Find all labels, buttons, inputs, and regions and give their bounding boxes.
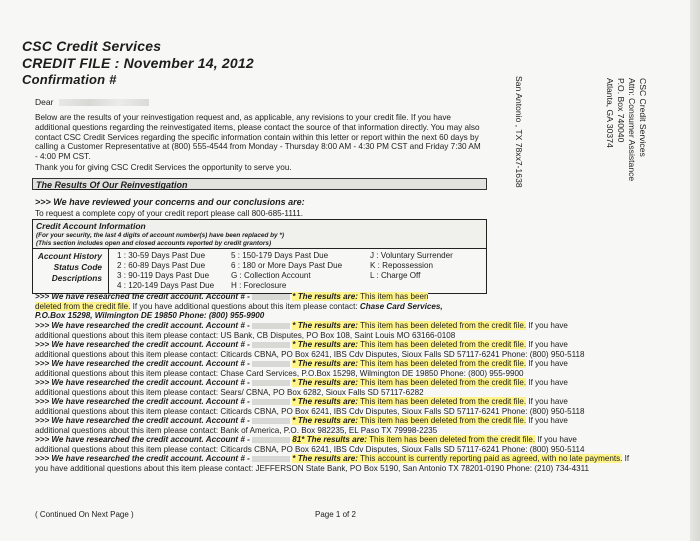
status-code-labels: Account History Status Code Descriptions [33, 249, 109, 293]
account-entry: >>> We have researched the credit account. Account # - * The results are: This account is currently reporting paid as agreed, with no late payments. If you have additional questions about this item please contact: JEFFERSON State Bank, PO Box 5190, San Antonio TX 78201-0190 Phone: (210) 734-4311 [35, 454, 630, 473]
page-number: Page 1 of 2 [315, 510, 356, 519]
redacted-account [252, 361, 290, 367]
return-address: CSC Credit Services Attn: Consumer Assistance P.O. Box 740040 Atlanta, GA 30374 [605, 78, 648, 182]
account-entry: >>> We have researched the credit account. Account # - * The results are: This item has been deleted from the credit file. If you have additional questions about this item please contact: Citicards CBNA, PO Box 6241, IBS Cdv Disputes, Sioux Falls SD 57117-6241 Phone: (800) 950-5118 [35, 397, 585, 416]
intro-paragraph: Below are the results of your reinvestigation request and, as applicable, any revisions to your credit file. If you have additional questions regarding the reinvestigated items, please contact the source of that information directly. You may also contact CSC Credit Services regarding the specific information contain within this letter or report within the next 60 days by calling a Customer Representative at (800) 555-4544 from Monday - Thursday 8:00 AM - 4:30 PM CST and Friday 7:30 AM - 4:00 PM CST. [35, 113, 481, 162]
confirmation-number: Confirmation # [22, 72, 117, 87]
cai-note: (This section includes open and closed accounts reported by credit grantors) [36, 240, 272, 247]
code-column: 5 : 150-179 Days Past Due 6 : 180 or More Days Past Due G : Collection Account H : Foreclosure [231, 251, 343, 290]
request-copy-text: To request a complete copy of your credit report please call 800-685-1111. [35, 209, 304, 218]
code-column: 1 : 30-59 Days Past Due 2 : 60-89 Days Past Due 3 : 90-119 Days Past Due 4 : 120-149 Days Past Due [117, 251, 215, 290]
redacted-account [252, 437, 290, 443]
account-entry: >>> We have researched the credit account. Account # - 81* The results are: This item has been deleted from the credit file. If you have additional questions about this item please contact: Citicards CBNA, PO Box 6241, IBS Cdv Disputes, Sioux Falls SD 57117-6241 Phone: (800) 950-5114 [35, 435, 585, 454]
account-entry: >>> We have researched the credit account. Account # - * The results are: This item has been deleted from the credit file. If you have additional questions about this item please contact: Citicards CBNA, PO Box 6241, IBS Cdv Disputes, Sioux Falls SD 57117-6241 Phone: (800) 950-5118 [35, 340, 585, 359]
account-entry: >>> We have researched the credit account. Account # - * The results are: This item has been deleted from the credit file. If you have additional questions about this item please contact: Bank of America, P.O. Box 982235, EL Paso TX 79998-2235 [35, 416, 568, 435]
redacted-account [252, 342, 290, 348]
recipient-address: San Antonio , TX 78xx7-1638 [514, 76, 524, 188]
redacted-account [252, 380, 290, 386]
credit-account-info-box [32, 219, 487, 249]
status-code-table [32, 249, 487, 294]
account-entry: >>> We have researched the credit account. Account # - * The results are: This item has been deleted from the credit file. If you have additional questions about this item please contact: Chase Card Services, P.O.Box 15298, Wilmington DE 19850 Phone: (800) 955-9900 [35, 292, 443, 321]
company-title: CSC Credit Services [22, 38, 162, 54]
thanks-paragraph: Thank you for giving CSC Credit Services the opportunity to serve you. [35, 163, 292, 172]
results-banner: The Results Of Our Reinvestigation [32, 178, 487, 190]
code-column: J : Voluntary Surrender K : Repossession L : Charge Off [370, 251, 453, 280]
redacted-account [252, 418, 290, 424]
continued-note: ( Continued On Next Page ) [35, 510, 134, 519]
reviewed-heading: >>> We have reviewed your concerns and our conclusions are: [35, 197, 305, 207]
page-edge [690, 0, 700, 541]
cai-title: Credit Account Information [36, 221, 146, 231]
account-entry: >>> We have researched the credit account. Account # - * The results are: This item has been deleted from the credit file. If you have additional questions about this item please contact: US Bank, CB Disputes, PO Box 108, Saint Louis MO 63166-0108 [35, 321, 568, 340]
redacted-account [252, 323, 290, 329]
redacted-name [59, 99, 149, 106]
cai-note: (For your security, the last 4 digits of account number(s) have been replaced by *) [36, 232, 284, 239]
credit-file-date: CREDIT FILE : November 14, 2012 [22, 55, 254, 71]
redacted-account [252, 399, 290, 405]
account-entry: >>> We have researched the credit account. Account # - * The results are: This item has been deleted from the credit file. If you have additional questions about this item please contact: Sears/ CBNA, PO Box 6282, Sioux Falls SD 57117-6282 [35, 378, 568, 397]
account-entry: >>> We have researched the credit account. Account # - * The results are: This item has been deleted from the credit file. If you have additional questions about this item please contact: Chase Card Services, P.O.Box 15298, Wilmington DE 19850 Phone: (800) 955-9900 [35, 359, 568, 378]
greeting: Dear [35, 97, 149, 107]
redacted-account [252, 294, 290, 300]
redacted-account [252, 456, 290, 462]
